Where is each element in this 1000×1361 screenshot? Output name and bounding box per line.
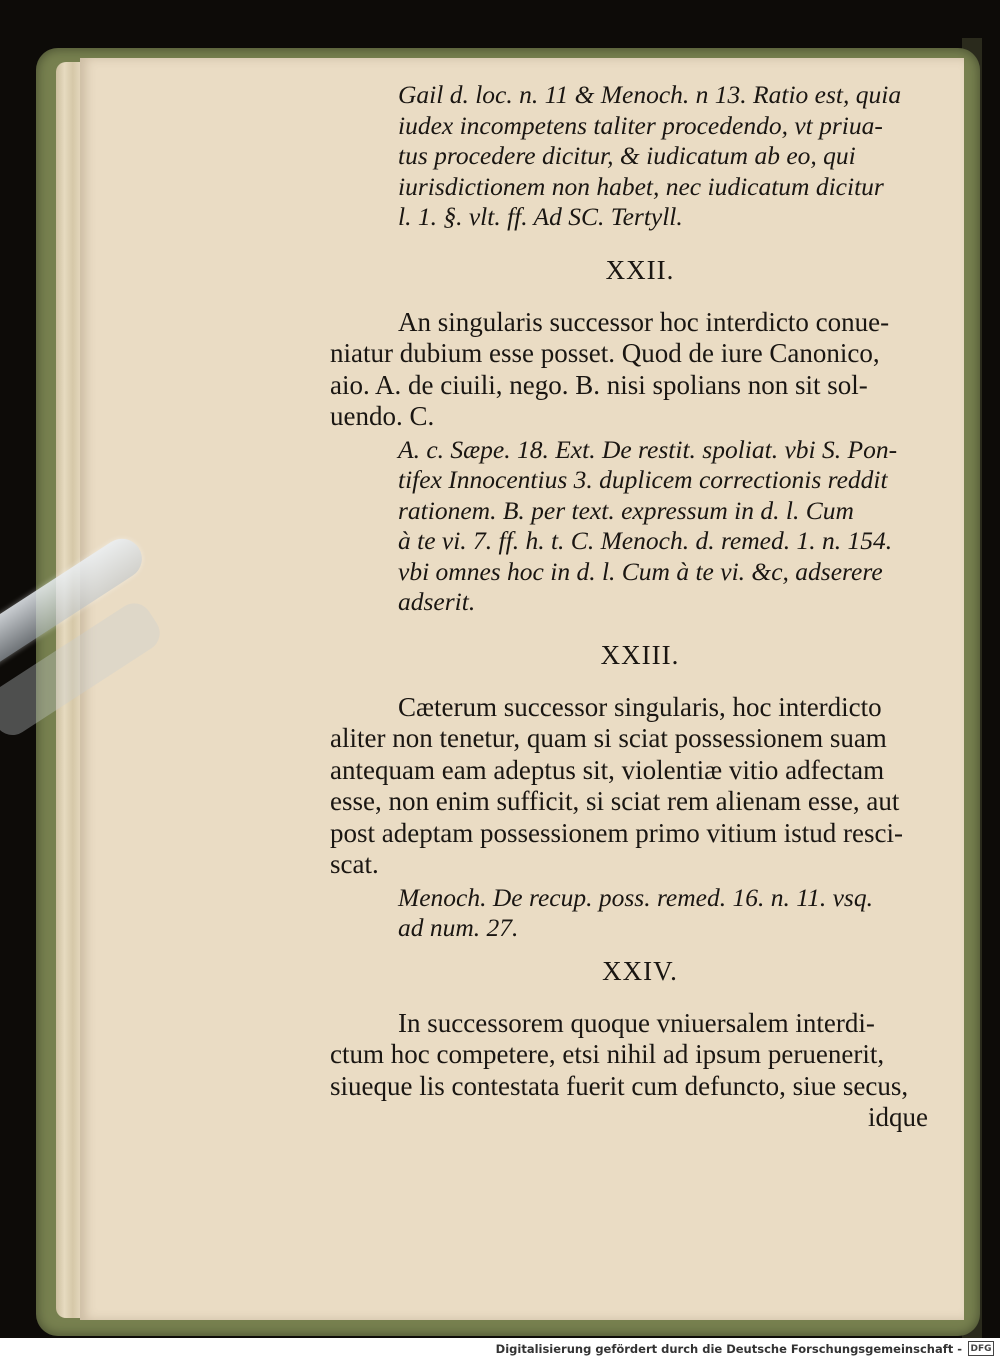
body-line: aio. A. de ciuili, nego. B. nisi spolians non sit sol- [330,369,868,400]
funding-credit: Digitalisierung gefördert durch die Deutsche Forschungsgemeinschaft - [495,1342,962,1356]
footnote-line: iudex incompetens taliter procedendo, vt priua- [398,110,883,140]
body-line: aliter non tenetur, quam si sciat possessionem suam [330,723,887,753]
body-line: Cæterum successor singularis, hoc interdicto [398,691,882,722]
footnote-block-top [330,80,930,233]
footnote-line: Gail d. loc. n. 11 & Menoch. n 13. Ratio est, quia [398,80,902,109]
dfg-logo: DFG [968,1341,994,1356]
body-line: An singularis successor hoc interdicto conue- [398,306,890,337]
body-line: antequam eam adeptus sit, violentiæ vitio adfectam [330,754,885,785]
body-line: scat. [330,849,379,879]
footnote-line: tus procedere dicitur, & iudicatum ab eo, qui [398,141,856,170]
footer-bar [0,1338,1000,1361]
body-line: ctum hoc competere, etsi nihil ad ipsum peruenerit, [330,1039,885,1069]
footnote-line: A. c. Sæpe. 18. Ext. De restit. spoliat. vbi S. Pon- [398,434,898,464]
body-line: post adeptam possessionem primo vitium istud resci- [330,817,903,848]
body-line: niatur dubium esse posset. Quod de iure Canonico, [330,338,880,368]
catchword: idque [868,1102,928,1132]
footnote-line: Menoch. De recup. poss. remed. 16. n. 11. vsq. [398,882,873,912]
footnote-line: vbi omnes hoc in d. l. Cum à te vi. &c, adserere [398,556,883,586]
body-line: In successorem quoque vniuersalem interdi- [398,1007,875,1038]
footnote-line: ad num. 27. [398,913,519,942]
page-text [330,80,930,1134]
footnote-line: iurisdictionem non habet, nec iudicatum dicitur [398,171,884,201]
footnote-line: adserit. [398,587,476,616]
footnote-line: à te vi. 7. ff. h. t. C. Menoch. d. remed. 1. n. 154. [398,526,893,555]
footnote-line: tifex Innocentius 3. duplicem correctionis reddit [398,465,888,494]
section-heading-xxiii: XXIII. [600,639,680,670]
section-heading-xxii: XXII. [605,254,675,285]
footnote-line: l. 1. §. vlt. ff. Ad SC. Tertyll. [398,202,683,231]
section-heading-xxiv: XXIV. [602,955,678,986]
body-line: esse, non enim sufficit, si sciat rem alienam esse, aut [330,786,900,816]
body-line: uendo. C. [330,401,435,431]
body-line: siueque lis contestata fuerit cum defuncto, siue secus, [330,1070,909,1101]
footnote-block-xxii [330,435,930,618]
footnote-block-xxiii [330,883,930,944]
footnote-line: rationem. B. per text. expressum in d. l. Cum [398,495,854,525]
